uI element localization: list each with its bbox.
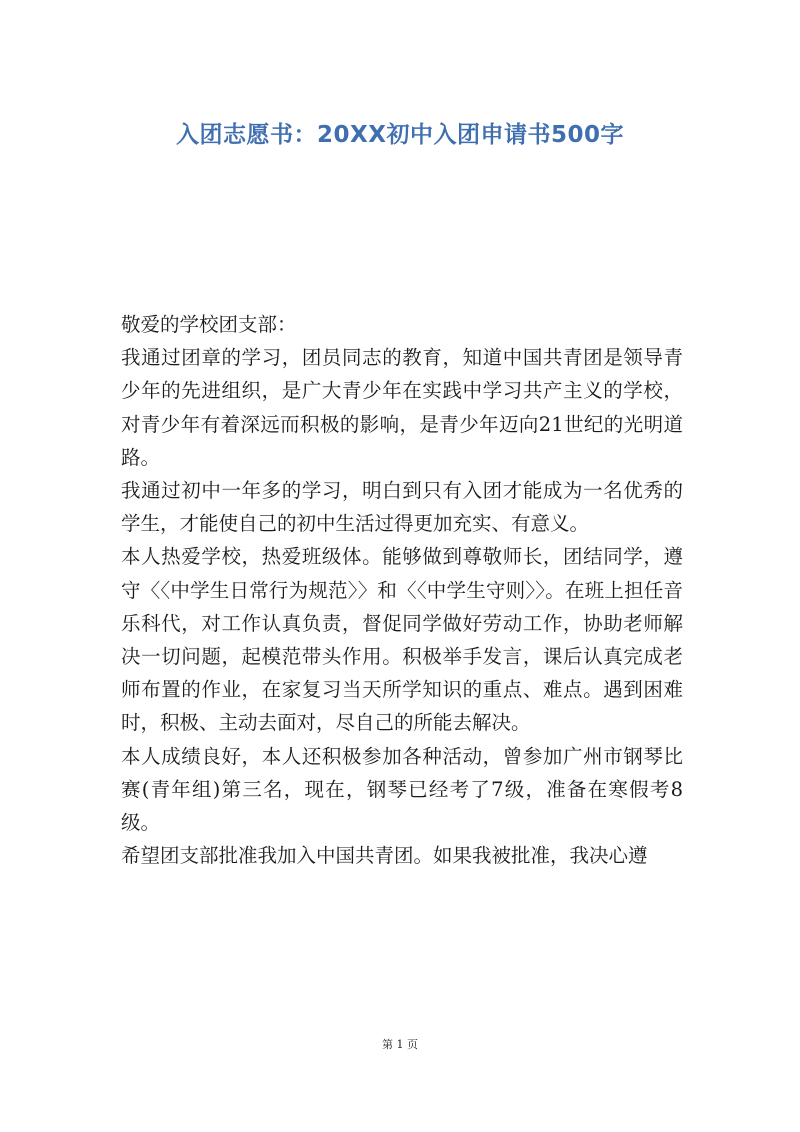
salutation: 敬爱的学校团支部： — [121, 313, 297, 336]
paragraph: 我通过初中一年多的学习，明白到只有入团才能成为一名优秀的学生，才能使自己的初中生活过得更加充实、有意义。 — [121, 479, 683, 536]
paragraph: 我通过团章的学习，团员同志的教育，知道中国共青团是领导青少年的先进组织，是广大青少年在实践中学习共产主义的学校，对青少年有着深远而积极的影响，是青少年迈向21世纪的光明道路。 — [121, 346, 683, 469]
paragraph: 希望团支部批准我加入中国共青团。如果我被批准，我决心遵 — [121, 844, 648, 868]
page-number: 第 1 页 — [382, 1038, 418, 1051]
document-title: 入团志愿书：20XX初中入团申请书500字 — [176, 122, 624, 148]
document-body — [121, 308, 683, 872]
paragraph: 本人成绩良好，本人还积极参加各种活动，曾参加广州市钢琴比赛(青年组)第三名，现在，钢琴已经考了7级，准备在寒假考8级。 — [121, 744, 683, 835]
paragraph: 本人热爱学校，热爱班级体。能够做到尊敬师长，团结同学，遵守〈〈中学生日常行为规范〉〉和〈〈中学生守则〉〉。在班上担任音乐科代，对工作认真负责，督促同学做好劳动工作，协助老师解决一切问题，起模范带头作用。积极举手发言，课后认真完成老师布置的作业，在家复习当天所学知识的重点、难点。遇到困难时，积极、主动去面对，尽自己的所能去解决。 — [121, 545, 683, 735]
